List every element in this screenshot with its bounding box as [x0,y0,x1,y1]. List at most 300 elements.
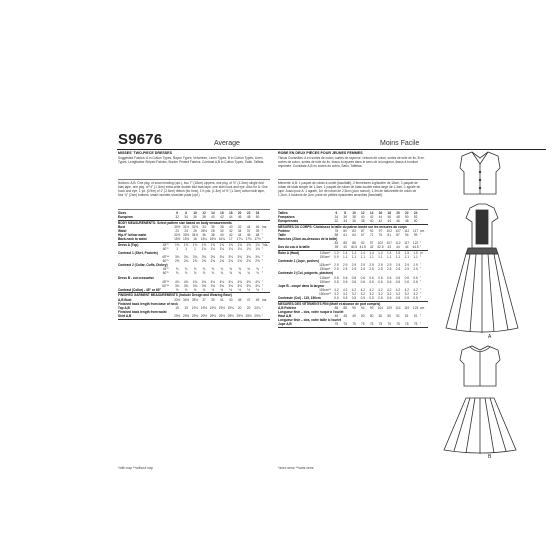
cell: 48 [343,313,347,318]
fabric-width: 60"* [162,259,169,264]
cell: 83 [334,241,339,246]
cell: 1⅜ [201,242,207,247]
pattern-code: S9676 [118,131,163,148]
cell: 1 [194,246,196,251]
cell: 49 [255,297,260,302]
cell: 4⅛ [228,279,233,284]
cell: 83 [352,228,356,233]
cell: 16 [193,237,197,242]
cell: 34 [237,228,242,233]
cell: 3⅜ [201,283,207,288]
cell: 34½ [191,233,199,237]
cell: 39 [211,297,215,302]
size-cell: 20 [396,211,400,215]
cell: " [262,259,264,264]
cell: 50 [387,313,391,318]
size-cell: 6 [176,211,179,215]
cell: 36 [211,224,215,229]
cell: 2⅝ [237,259,242,264]
cell: 75 [405,322,409,327]
cell: " [262,279,264,284]
cell: 19 [184,305,188,310]
cell: 1⅛ [246,246,251,251]
cell: 1.1 [386,255,392,259]
view-a-top-drawing [460,152,500,194]
cell: " [262,255,264,259]
cell: 0.5 [395,296,401,300]
cell: ⅝ [211,271,215,276]
row-label: Waist [118,228,127,233]
european-cell: 40 [361,215,365,220]
european-cell: 52 [413,215,418,220]
cell: 109 [386,305,392,310]
sizes-label: Sizes [118,211,127,215]
row-label: Jupe B - coupé dans la largeur [278,283,325,288]
cell: 42 [369,245,374,250]
cell: 17¼ [236,237,243,242]
cell: 2.9 [334,263,339,268]
cell: 102 [377,241,384,246]
cell: 44 [237,233,242,237]
european2-cell: 34 [343,219,347,224]
cell: 16½ [209,237,216,242]
cell: 4.2 [369,287,374,292]
cell: 30½ [174,224,181,229]
row-label: Dress A (Top) [118,242,139,247]
row-label: Taille [278,233,286,237]
cell: 0.5 [378,296,383,300]
fabric-width: 115cm** [319,263,331,268]
cell: 17 [228,237,233,242]
cell: 0.6 [369,275,374,280]
cell: 42.5 [377,245,384,250]
cell: 0.6 [351,275,357,280]
cell: 1.4 [342,250,348,255]
cell: 4⅜ [246,279,251,284]
cell: 119 [404,305,410,310]
cell: 17⅜ [245,237,252,242]
cell: 44 [396,245,400,250]
european2-cell: 32 [334,219,339,224]
cell: 25 [193,228,197,233]
cell: 2.5 [360,267,365,272]
english-column [118,151,270,461]
body-measurements-title: BODY MEASUREMENTS: Select pattern size based on body measurements [118,220,232,225]
cell: 3.2 [413,291,418,296]
european2-cell: 42 [378,219,383,224]
size-cell: 14 [369,211,374,215]
cell: 4⅛ [210,279,216,284]
cell: ½ [175,287,179,292]
cell: 1 [176,246,179,251]
cell: 2.9 [413,263,418,268]
cell: 0.6 [334,279,339,284]
cell: 80 [343,228,347,233]
view-b-label: B [488,454,492,460]
cell: ⅝ [184,267,188,272]
european-cell: 44 [378,215,383,220]
cell: 3⅜ [228,283,233,288]
cell: 46 [255,224,260,229]
cell: 2.9 [360,263,365,268]
cell: 50 [369,313,374,318]
european-cell: 42 [220,215,224,220]
row-label: Contrast 2 (Collar, Cuffs, Dickey) [118,263,168,268]
fr-fabrics: Tissus Conseillés: A en sortes de coton, sortes de rayonne, velours de coton, sortes de toile de lin. B en sortes de coton, sortes de toile de lin, tissus à rayures dans le sens de la longueur, tissus à bordure imprimée. Contraste A,B en sortes de coton, Satin, Taffetas. [278,156,425,168]
row-label: A,B Bust [118,297,132,302]
view-a-label: A [488,334,492,340]
cell: 102 [386,228,392,233]
size-cell: 8 [185,211,187,215]
cell: " [262,287,264,292]
european-cell: 46 [237,215,242,220]
cell: 1.4 [351,250,357,255]
cell: 29½ [209,313,216,318]
cell: ⅝ [229,271,233,276]
cell: 36 [202,233,206,237]
cell: 3⅜ [246,283,251,288]
cell: ⅝ [175,267,179,272]
cell: 29½ [191,313,199,318]
row-label: Hip-9" below waist [118,233,147,237]
cell: 0.6 [413,275,418,280]
cell: " [420,233,422,237]
cell: 3⅜ [192,283,198,288]
cell: 4.2 [413,287,418,292]
cell: 94 [361,305,365,310]
cell: 29½ [174,313,181,318]
cell: 2.5 [386,267,392,272]
cell: 75 [361,322,365,327]
cell: 16¼ [200,237,208,242]
cell: 4⅛ [201,279,207,284]
cell: 2.5 [413,267,418,272]
row-label: A,B Poitrine [278,305,297,310]
row-label: Back-neck to waist [118,237,147,242]
cell: ½ [184,287,188,292]
cell: 3.2 [369,291,374,296]
cell: 0.6 [334,275,339,280]
cell: " [262,237,264,242]
cell: ⅝ [202,267,206,272]
cell: 1⅛ [219,246,225,251]
cell: 75 [387,322,391,327]
cell: 3⅜ [237,283,242,288]
european-cell: 44 [228,215,233,220]
cell: " [262,305,264,310]
cell: 117 [404,241,410,246]
finished-measurements-title: MESURES DES VÊTEMENTS FINI (Motif et aisance de port compris) [278,301,381,306]
cell: 15¾ [182,237,190,242]
cell: 81 [387,233,391,237]
cell: 44 [246,224,251,229]
european2-cell: 38 [361,219,365,224]
cell: 0.5 [334,296,339,300]
cell: 61 [343,233,347,237]
cell: 37 [246,228,251,233]
cell: 0.6 [386,275,392,280]
cell: 3.2 [360,291,365,296]
european2-cell: 46 [396,219,400,224]
cell: 99 [413,233,418,237]
cell: 112 [404,228,410,233]
cell: 78 [334,228,339,233]
cell: 2.9 [386,263,392,268]
european-cell: 50 [405,215,409,220]
cell: 1.5 [404,250,409,255]
fabric-width: 150cm* [319,267,331,272]
cell: 17½ [254,237,261,242]
cell: 20¼ [254,305,261,310]
row-label: Hanches (23cm au-dessous de la taille) [278,237,338,242]
cell: 29½ [245,313,252,318]
european2-cell: 48 [405,219,409,224]
cell: 29½ [227,313,234,318]
en-size-chart [118,211,270,461]
en-fabrics: Suggested Fabrics: A in Cotton Types, Rayon Types, Velveteen, Linen Types. B in Cotton Types, Linen Types, Lengthwise Striped Fabrics, Border Printed Fabrics. Contrast A,B in Cotton Types, Satin, Taffeta. [118,156,265,164]
cell: " [262,246,264,251]
cell: 0.6 [360,275,365,280]
view-a-dress-drawing [446,204,518,333]
cell: 0.6 [369,279,374,284]
cell: 4.2 [386,287,392,292]
divider [118,179,270,180]
cell: ½ [211,287,215,292]
cell: ½ [238,287,241,292]
fr-title: ROBE EN DEUX PIÈCES POUR JEUNES FEMMES [278,151,363,155]
cell: 4.2 [378,287,383,292]
cell: 29½ [254,313,261,318]
cell: 3.2 [404,291,409,296]
cell: 85 [334,305,339,310]
cell: 3.2 [386,291,392,296]
cell: 3⅜ [255,283,260,288]
cell: 4.2 [404,287,409,292]
cell: 75 [413,322,418,327]
cell: 3⅛ [174,255,180,259]
fabric-width: 150cm* [319,279,331,284]
cell: 29½ [182,313,190,318]
cell: " [262,228,264,233]
cell: 1⅛ [201,246,207,251]
cell: 2.5 [334,267,339,272]
european2-cell: 44 [387,219,391,224]
cell: ½ [193,287,197,292]
cell: 2.5 [342,267,348,272]
cell: 0.6 [378,275,383,280]
cell: 0.6 [395,275,401,280]
cell: 3⅜ [246,255,251,259]
cell: 1⅝ [237,242,242,247]
cell: 2.9 [378,263,383,268]
cell: 1.5 [413,250,418,255]
fr-footnote: *avec sens **sans sens [278,466,314,470]
fabric-width: 115cm* [319,250,331,255]
cell: 3⅛ [228,255,233,259]
cell: 2⅝ [210,259,216,264]
row-label: Contrast 1 (Skirt, Pockets) [118,250,158,255]
cell: 1.2 [334,250,339,255]
cell: 71 [369,233,374,237]
cell: 31½ [182,224,190,229]
cell: 44.5 [412,245,419,250]
cell: 2.9 [351,263,357,268]
cell: 99 [369,305,374,310]
cell: 1 [185,246,187,251]
cell: 48 [334,313,339,318]
row-label: Finished back length from base of neck [118,301,178,306]
cell: 0.5 [360,296,365,300]
european2-cell: 50 [413,219,418,224]
cell: 42 [228,233,233,237]
cell: ½ [247,287,250,292]
cell: 29½ [218,313,225,318]
cell: 19½ [218,305,225,310]
cell: 75 [352,322,356,327]
row-label: Finished back length from waist [118,309,167,314]
row-label: Contraste (Col) - 115, 150cm [278,296,321,300]
divider [118,319,270,320]
european-cell: 42 [369,215,374,220]
cell: 1.1 [395,255,401,259]
cell: 0.6 [360,279,365,284]
finished-measurements-title: FINISHED GARMENT MEASUREMENTS (Include Design and Wearing Ease) [118,293,232,298]
cell: " [420,267,422,272]
row-label: Dos du cou à la taille [278,245,310,250]
cell: 3⅛ [192,255,198,259]
cell: 43 [228,297,233,302]
cell: ⅝ [256,267,259,272]
size-cell: 20 [237,211,242,215]
cell: 1.1 [342,255,348,259]
divider [118,209,270,210]
fr-size-chart [278,211,428,461]
cell: 20 [246,305,251,310]
cell: 92 [369,228,374,233]
cell: 3.2 [378,291,383,296]
cell: 2.9 [342,263,348,268]
cell: 104 [377,305,384,310]
cell: 15½ [174,237,181,242]
cell: 34 [202,224,206,229]
cell: 1.4 [369,250,374,255]
level-french: Moins Facile [380,140,420,147]
cell: 1.1 [404,255,409,259]
cell: 51 [405,313,409,318]
cell: 29½ [200,313,208,318]
european-cell: 38 [202,215,206,220]
size-cell: 16 [220,211,224,215]
row-label: Skirt A,B [118,313,132,318]
cell: ⅝ [238,271,241,276]
cell: 3⅛ [210,255,216,259]
cell: 85 [343,241,347,246]
cell: 41 [220,297,224,302]
cell: 1.1 [369,255,374,259]
cell: ⅝ [211,267,215,272]
fr-notions: Mercerie: A,B: 1 paquet de ruban à ourlet (facultatif), 2 fermetures à glissière de 18cm, 1 paquet de ruban de biais simple de 1,3cm, 1 paquet de ruban de biais double extra-large de 1,3cm, 1 agrafe de jupe. Aussi pour A: 1 agrafe, 1m de ruban de 2,5cm (pour noeud), 1,4m de tallonnette de coton de 1,3cm, 4 boutons de 2cm, paire de petites épaulettes arrondies (facultatif). [278,181,421,197]
cell: 90 [352,305,356,310]
cell: 33½ [182,233,190,237]
cell: 0.6 [404,279,409,284]
cell: 4.2 [360,287,365,292]
cell: 34½ [182,297,190,302]
cell: 0.6 [386,279,392,284]
cell: 107 [386,241,392,246]
cell: ⅝ [256,271,259,276]
cell: 3⅜ [237,255,242,259]
cell: 33½ [174,297,181,302]
fabric-width: 150cm* [319,255,331,259]
cell: Ins. [262,297,268,302]
cell: 48 [255,233,260,237]
european-label: Françaises [278,215,295,220]
european-cell: 46 [387,215,391,220]
cell: " [420,241,422,246]
cell: Ins. [262,224,268,229]
row-label: Dress B - cut crosswise [118,275,154,280]
cell: 20 [237,305,242,310]
cell: 23 [175,228,179,233]
cell: 29½ [236,313,243,318]
cell: 97 [369,241,374,246]
cell: 2.5 [395,267,401,272]
cell: 39 [255,228,260,233]
cell: 1.4 [386,250,392,255]
cell: " [262,267,264,272]
fabric-width: 45"** [162,279,170,284]
cell: 0.6 [378,279,383,284]
cell: 16¾ [218,237,225,242]
size-cell: 24 [413,211,418,215]
cell: 49 [352,313,356,318]
cell: 2⅝ [228,259,233,264]
cell: 2.5 [378,267,383,272]
cell: ⅝ [220,271,224,276]
cell: 47 [246,297,251,302]
cell: 1.1 [413,255,418,259]
cell: 39 [334,245,339,250]
european-cell: 40 [211,215,215,220]
cell: 40 [228,224,233,229]
european-cell: 48 [246,215,251,220]
cell: 2⅝ [183,259,189,264]
cell: 4⅛ [219,279,225,284]
cell: 3⅛ [201,255,207,259]
cell: Yds. [262,242,269,247]
cell: 1.1 [351,255,357,259]
cell: 19½ [200,305,208,310]
cell: 1.4 [378,250,383,255]
cell: 4.2 [334,287,339,292]
cell: 50 [361,313,365,318]
cell: 24 [184,228,188,233]
cell: 64 [352,233,356,237]
cell: 3⅛ [183,255,189,259]
cell: 1⅛ [228,246,233,251]
fabric-width: 60"* [162,271,169,276]
cell: 87 [361,228,365,233]
cell: 2⅝ [201,259,207,264]
cell: 3⅜ [210,283,216,288]
cell: 58 [334,233,339,237]
cell: 4⅛ [174,279,180,284]
size-cell: 6 [335,211,338,215]
cell: " [420,279,422,284]
cell: 4⅛ [183,279,189,284]
cell: 112 [395,241,401,246]
cell: " [262,271,264,276]
